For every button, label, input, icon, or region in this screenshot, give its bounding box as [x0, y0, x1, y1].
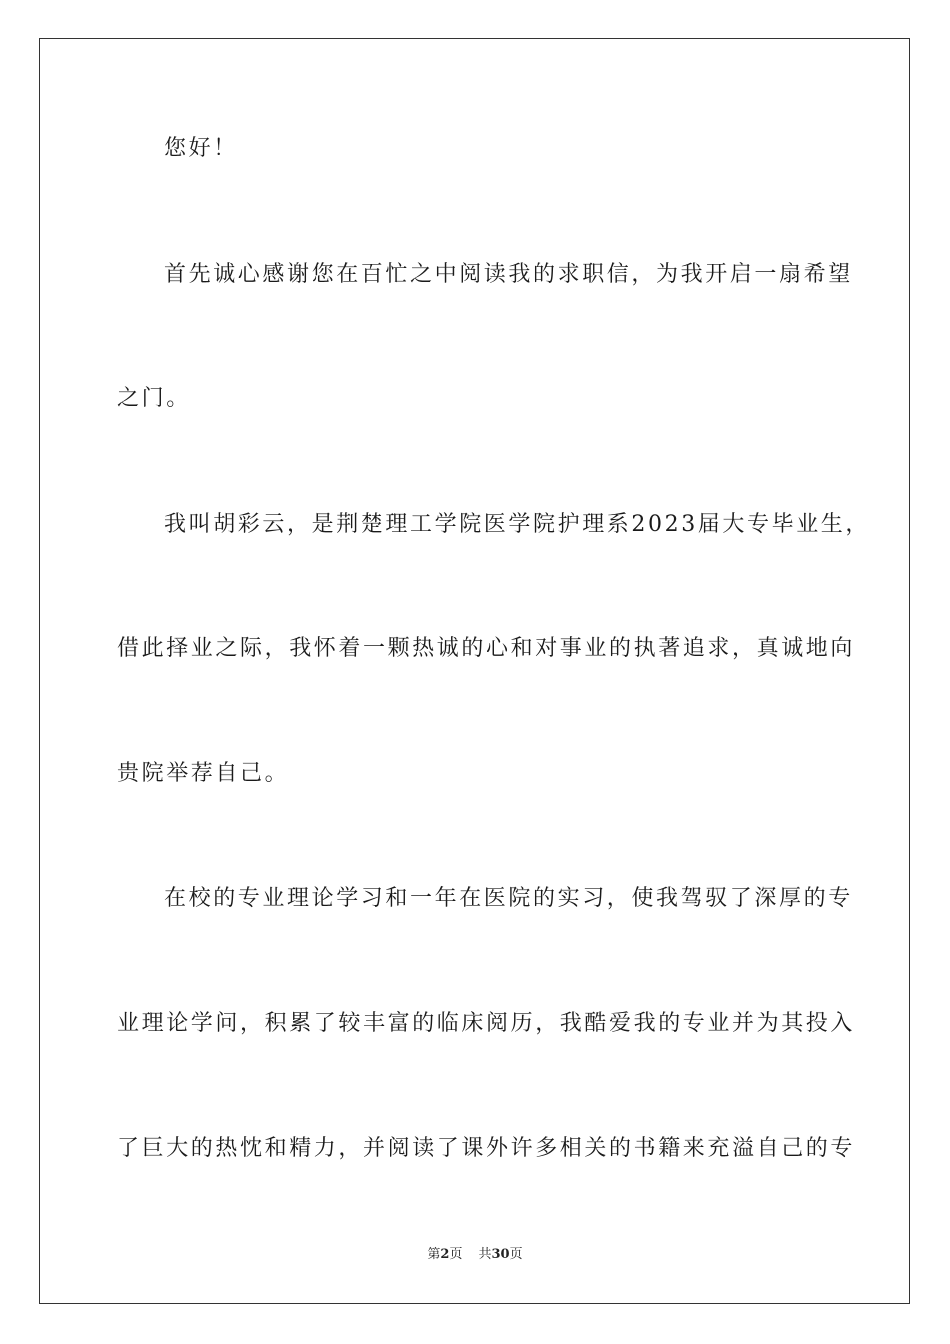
page-border	[39, 38, 910, 1304]
paragraph-1-line-1: 首先诚心感谢您在百忙之中阅读我的求职信，为我开启一扇希望	[164, 262, 853, 287]
greeting-line: 您好！	[164, 136, 238, 161]
page-footer	[0, 1246, 950, 1264]
paragraph-2-line-3: 贵院举荐自己。	[117, 761, 290, 786]
paragraph-2-line-1: 我叫胡彩云，是荆楚理工学院医学院护理系2023届大专毕业生，	[164, 512, 870, 537]
total-suffix: 页	[509, 1247, 523, 1262]
paragraph-3-line-2: 业理论学问，积累了较丰富的临床阅历，我酷爱我的专业并为其投入	[117, 1011, 856, 1036]
paragraph-3-line-1: 在校的专业理论学习和一年在医院的实习，使我驾驭了深厚的专	[164, 886, 853, 911]
total-prefix: 共	[478, 1247, 492, 1262]
paragraph-2-line-2: 借此择业之际，我怀着一颗热诚的心和对事业的执著追求，真诚地向	[117, 636, 856, 661]
page-number: 2	[440, 1247, 450, 1262]
page-prefix: 第	[427, 1247, 441, 1262]
paragraph-1-line-2: 之门。	[117, 386, 191, 411]
paragraph-3-line-3: 了巨大的热忱和精力，并阅读了课外许多相关的书籍来充溢自己的专	[117, 1136, 856, 1161]
page-suffix: 页	[449, 1247, 463, 1262]
total-pages: 30	[491, 1247, 510, 1262]
